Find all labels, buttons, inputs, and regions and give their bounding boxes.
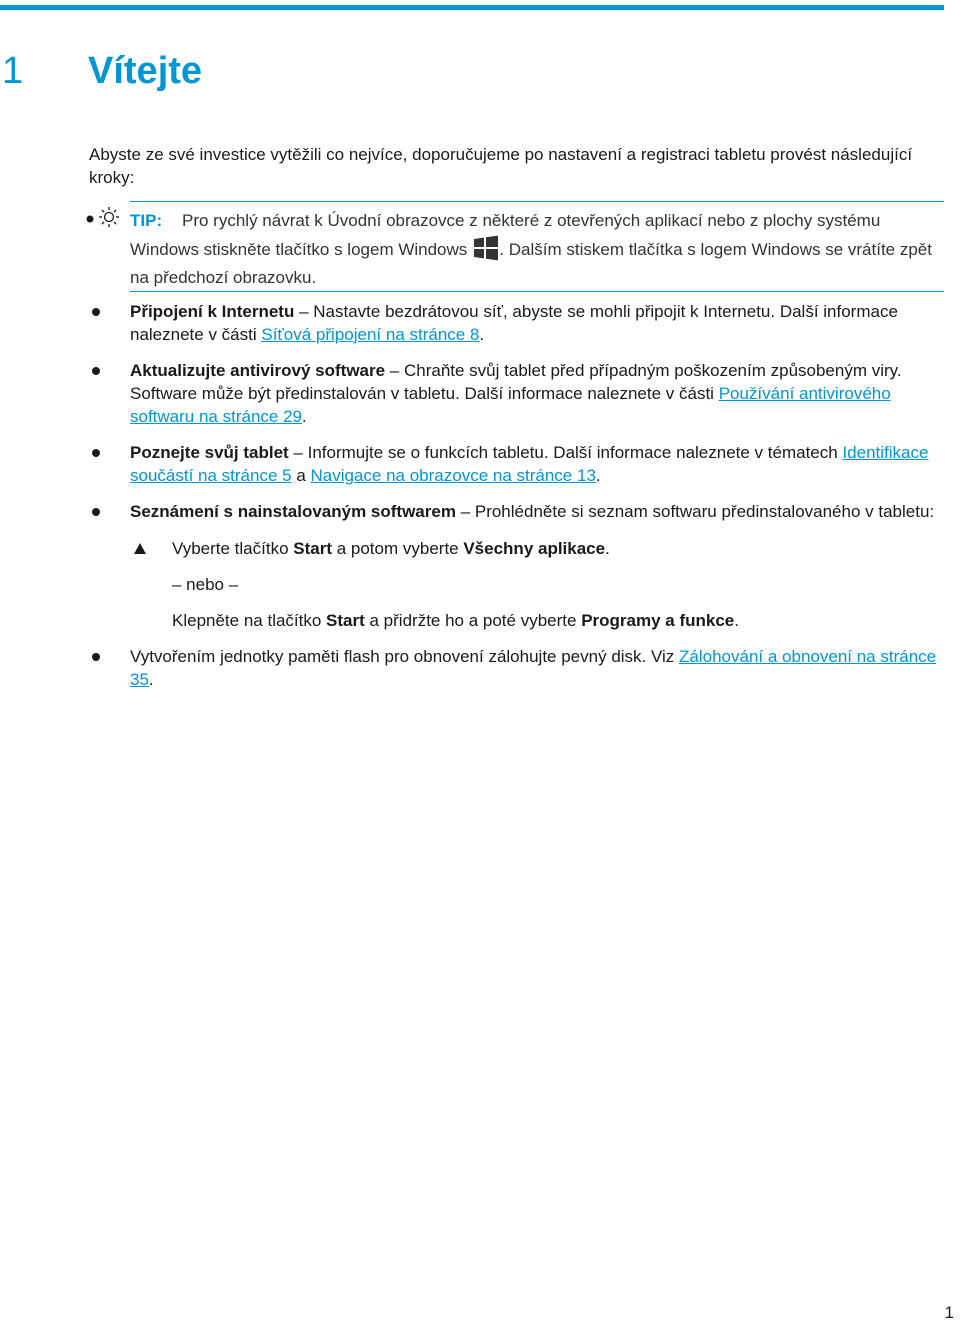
bullet-icon bbox=[92, 367, 100, 375]
sub-step-text: Vyberte tlačítko bbox=[172, 539, 294, 558]
sub-step-end: . bbox=[734, 611, 739, 630]
bullet-icon bbox=[92, 508, 100, 516]
sub-step-text: a potom vyberte bbox=[332, 539, 464, 558]
list-item bbox=[0, 645, 940, 691]
list-item bbox=[0, 500, 940, 632]
tip-bottom-rule bbox=[130, 291, 944, 292]
list-item bbox=[0, 441, 940, 487]
item-end: . bbox=[301, 407, 307, 426]
or-separator: – nebo – bbox=[172, 575, 239, 594]
sub-step-end: . bbox=[605, 539, 610, 558]
tip-top-rule bbox=[130, 201, 944, 202]
triangle-bullet-icon bbox=[134, 543, 146, 554]
item-end: . bbox=[595, 466, 601, 485]
item-title: Aktualizujte antivirový software bbox=[130, 361, 386, 380]
item-text: Vytvořením jednotky paměti flash pro obnovení zálohujte pevný disk. Viz bbox=[130, 647, 680, 666]
sub-step-alt bbox=[172, 609, 940, 632]
link-component-identification[interactable]: Identifikace součástí na stránce 5 bbox=[130, 443, 929, 485]
tip-text bbox=[130, 207, 950, 292]
all-apps-label: Všechny aplikace bbox=[463, 539, 606, 558]
item-text: – Nastavte bezdrátovou síť, abyste se mohli připojit k Internetu. Další informace naleznete v části bbox=[130, 302, 898, 344]
top-rule bbox=[0, 5, 944, 10]
item-mid: a bbox=[291, 466, 311, 485]
link-antivirus[interactable]: Používání antivirového softwaru na stránce 29 bbox=[130, 384, 891, 426]
item-end: . bbox=[148, 670, 154, 689]
tip-label: TIP: bbox=[130, 211, 163, 230]
link-screen-navigation[interactable]: Navigace na obrazovce na stránce 13 bbox=[310, 466, 596, 485]
programs-features-label: Programy a funkce bbox=[581, 611, 735, 630]
bullet-icon bbox=[92, 449, 100, 457]
chapter-number: 1 bbox=[2, 50, 24, 93]
link-network-connections[interactable]: Síťová připojení na stránce 8 bbox=[261, 325, 480, 344]
sub-step-text: Klepněte na tlačítko bbox=[172, 611, 327, 630]
list-item bbox=[0, 359, 940, 428]
tip-text-after-logo: . Dalším stiskem tlačítka s logem Windows se vrátíte zpět na předchozí obrazovku. bbox=[130, 240, 932, 287]
list-item bbox=[0, 300, 940, 346]
item-title: Poznejte svůj tablet bbox=[130, 443, 289, 462]
page-number: 1 bbox=[944, 1303, 954, 1322]
windows-logo-icon bbox=[473, 235, 499, 261]
item-title: Připojení k Internetu bbox=[130, 302, 295, 321]
bullet-icon bbox=[92, 308, 100, 316]
lightbulb-icon bbox=[86, 206, 120, 228]
sub-step-text: a přidržte ho a poté vyberte bbox=[364, 611, 582, 630]
start-label: Start bbox=[293, 539, 332, 558]
link-backup-recovery[interactable]: Zálohování a obnovení na stránce 35 bbox=[130, 647, 937, 689]
item-title: Seznámení s nainstalovaným softwarem bbox=[130, 502, 456, 521]
chapter-title: Vítejte bbox=[88, 50, 203, 93]
tip-text-before-logo: Pro rychlý návrat k Úvodní obrazovce z některé z otevřených aplikací nebo z plochy systému Windows stiskněte tlačítko s logem Windows bbox=[130, 211, 881, 259]
steps-list bbox=[0, 300, 940, 704]
item-end: . bbox=[479, 325, 485, 344]
item-text: – Prohlédněte si seznam softwaru předinstalovaného v tabletu: bbox=[455, 502, 935, 521]
item-text: – Informujte se o funkcích tabletu. Další informace naleznete v tématech bbox=[288, 443, 843, 462]
intro-paragraph: Abyste ze své investice vytěžili co nejvíce, doporučujeme po nastavení a registraci tabletu provést následující kroky: bbox=[89, 145, 913, 187]
bullet-icon bbox=[92, 653, 100, 661]
sub-step bbox=[130, 537, 940, 632]
item-text: – Chraňte svůj tablet před případným poškozením způsobeným viry. Software může být předinstalován v tabletu. Další informace naleznete v části bbox=[130, 361, 902, 403]
start-label: Start bbox=[326, 611, 365, 630]
